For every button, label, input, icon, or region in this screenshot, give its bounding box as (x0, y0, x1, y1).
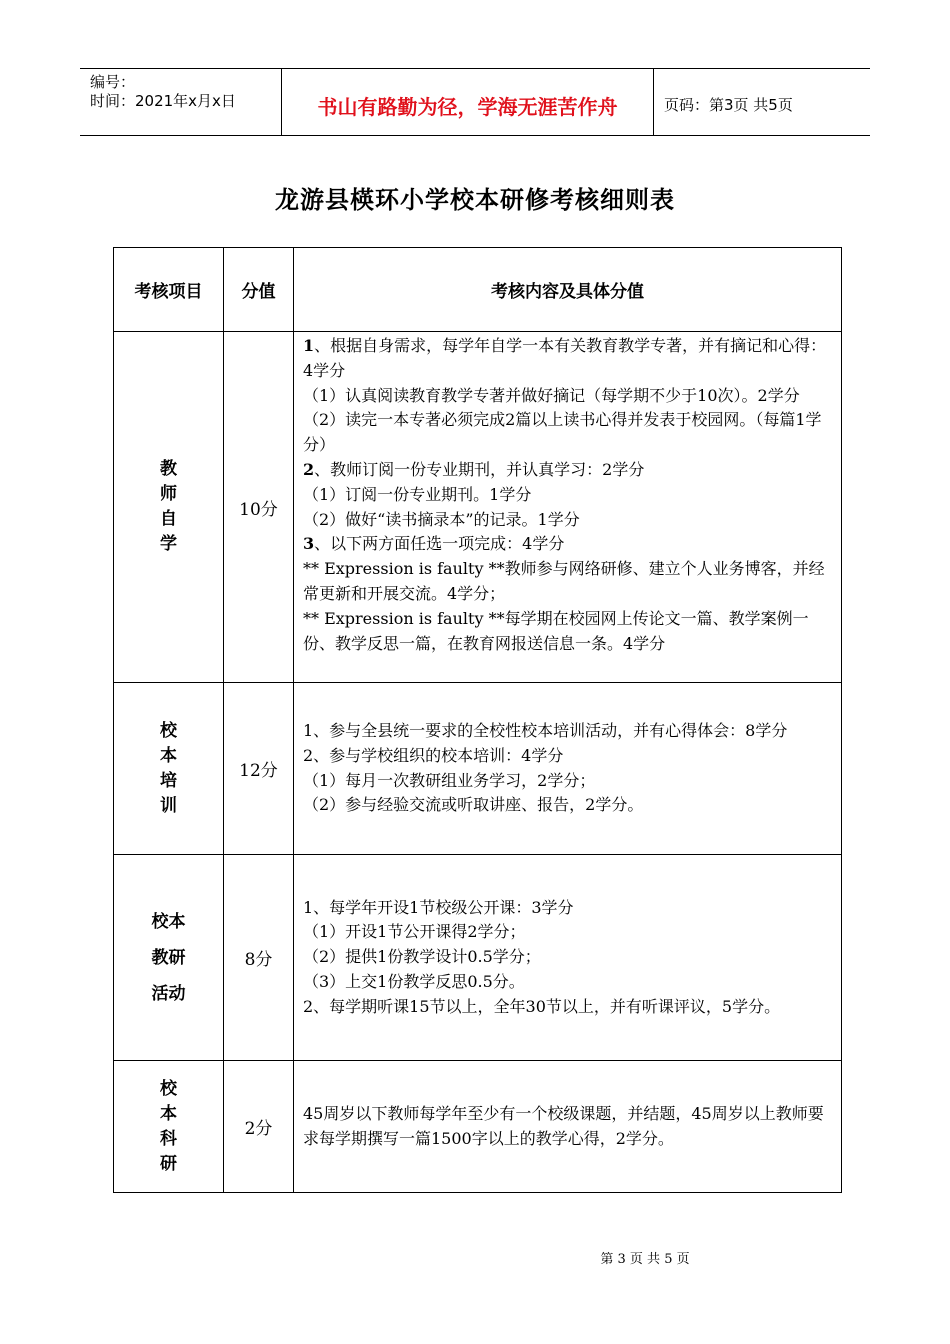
table-row (114, 855, 842, 1061)
item-char: 校本 (151, 911, 186, 932)
page-header (80, 68, 870, 136)
header-number: 编号： (90, 73, 136, 91)
content-line: （1）认真阅读教育教学专著并做好摘记（每学期不少于10次）。2学分 (303, 385, 800, 405)
item-char: 培 (160, 770, 177, 791)
score-cell: 12分 (224, 683, 294, 855)
item-char: 校 (160, 720, 177, 741)
item-cell (114, 332, 224, 683)
content-line: 3、以下两方面任选一项完成：4学分 (303, 534, 565, 554)
content-line: ** Expression is faulty **每学期在校园网上传论文一篇、教学案例一份、教学反思一篇，在教育网报送信息一条。4学分 (303, 608, 809, 653)
item-char: 学 (160, 534, 177, 554)
content-line: 1、参与全县统一要求的全校性校本培训活动，并有心得体会：8学分 (303, 720, 788, 740)
content-line: （2）参与经验交流或听取讲座、报告，2学分。 (303, 795, 644, 815)
content-line: （1）每月一次教研组业务学习，2学分； (303, 770, 596, 790)
content-cell (294, 683, 842, 855)
item-char: 教 (160, 459, 177, 479)
item-char: 本 (160, 745, 177, 766)
content-line: （1）订阅一份专业期刊。1学分 (303, 484, 532, 504)
score-cell: 8分 (224, 855, 294, 1061)
content-line: （2）做好“读书摘录本”的记录。1学分 (303, 509, 580, 529)
item-char: 自 (160, 509, 177, 529)
header-cell-item: 考核项目 (114, 248, 224, 332)
item-char: 研 (160, 1153, 177, 1174)
content-cell (294, 855, 842, 1061)
content-line: 45周岁以下教师每学年至少有一个校级课题，并结题，45周岁以上教师要求每学期撰写一篇1500字以上的教学心得，2学分。 (303, 1103, 824, 1148)
item-cell (114, 855, 224, 1061)
content-line: 2、参与学校组织的校本培训：4学分 (303, 745, 564, 765)
table-row (114, 332, 842, 683)
content-line: （2）读完一本专著必须完成2篇以上读书心得并发表于校园网。（每篇1学分） (303, 410, 822, 455)
content-line: ** Expression is faulty **教师参与网络研修、建立个人业务博客，并经常更新和开展交流。4学分； (303, 559, 825, 603)
content-cell (294, 1061, 842, 1193)
header-page-info: 页码：第3页 共5页 (664, 96, 793, 114)
item-char: 师 (160, 484, 177, 504)
item-char: 科 (160, 1128, 177, 1149)
assessment-table (113, 247, 842, 1193)
content-line: 2、每学期听课15节以上，全年30节以上，并有听课评议，5学分。 (303, 996, 781, 1016)
item-char: 训 (160, 795, 177, 816)
table-row (114, 683, 842, 855)
header-cell-score: 分值 (224, 248, 294, 332)
header-divider (653, 69, 654, 135)
document-title: 龙游县楧环小学校本研修考核细则表 (275, 186, 675, 214)
score-cell: 2分 (224, 1061, 294, 1193)
table-header-row (114, 248, 842, 332)
item-char: 教研 (151, 947, 186, 968)
header-meta (90, 73, 236, 111)
content-line: （2）提供1份教学设计0.5学分； (303, 947, 541, 967)
table-row (114, 1061, 842, 1193)
item-char: 校 (160, 1078, 177, 1099)
content-line: （1）开设1节公开课得2学分； (303, 922, 526, 942)
item-char: 活动 (151, 983, 186, 1004)
header-cell-content: 考核内容及具体分值 (294, 248, 842, 332)
item-cell (114, 683, 224, 855)
content-line: （3）上交1份教学反思0.5分。 (303, 971, 525, 991)
header-date: 时间：2021年x月x日 (90, 92, 236, 110)
content-line: 1、每学年开设1节校级公开课：3学分 (303, 897, 574, 917)
item-cell (114, 1061, 224, 1193)
item-char: 本 (160, 1103, 177, 1124)
content-line: 2、教师订阅一份专业期刊，并认真学习：2学分 (303, 459, 645, 479)
content-cell (294, 332, 842, 683)
page-footer: 第 3 页 共 5 页 (600, 1252, 690, 1267)
score-cell: 10分 (224, 332, 294, 683)
content-line: 1、根据自身需求，每学年自学一本有关教育教学专著，并有摘记和心得：4学分 (303, 336, 827, 380)
header-motto: 书山有路勤为径，学海无涯苦作舟 (317, 95, 618, 119)
